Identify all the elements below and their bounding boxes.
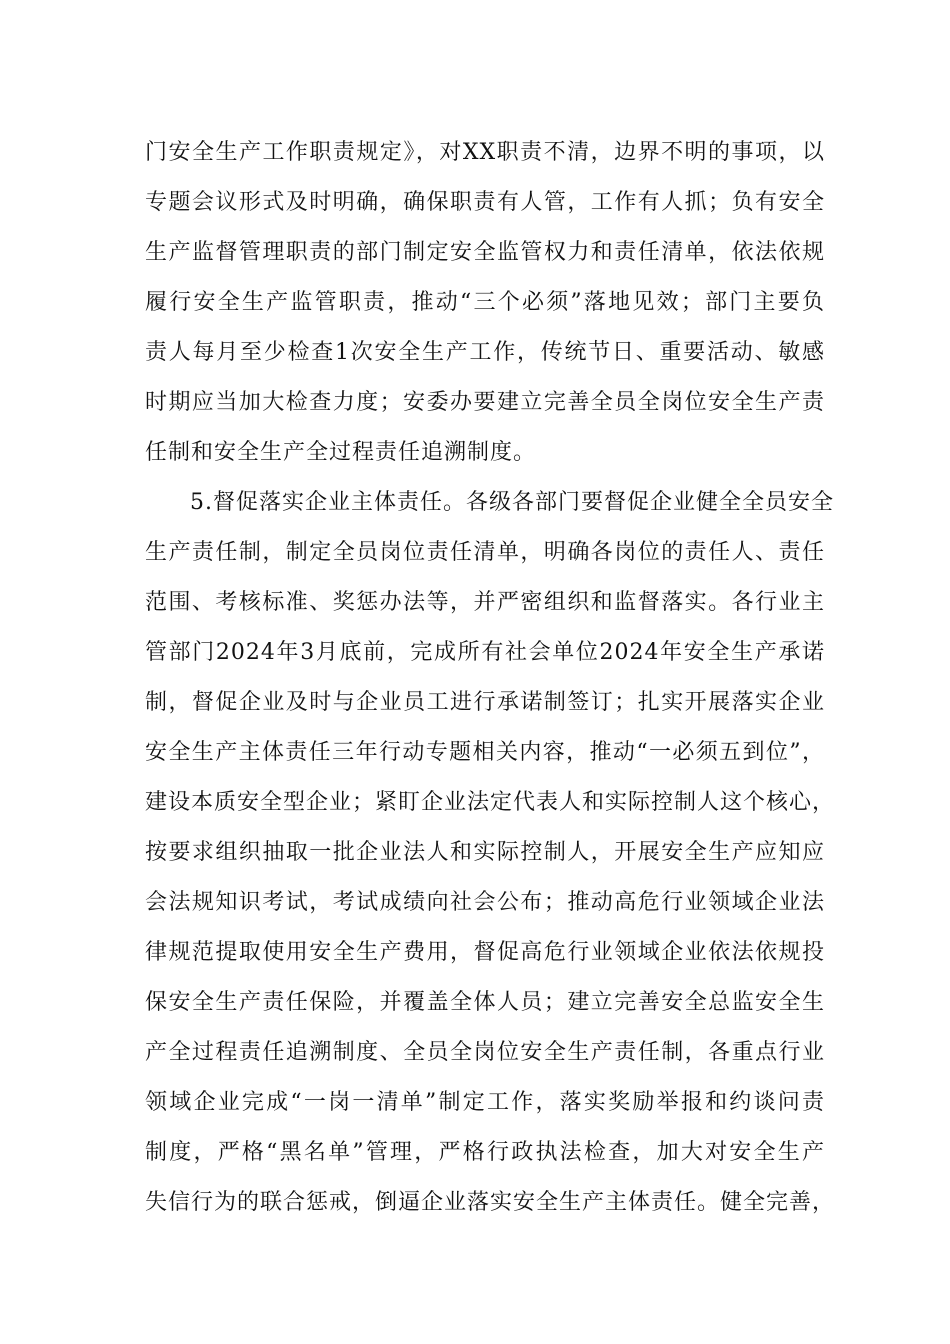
text-line: 生产责任制，制定全员岗位责任清单，明确各岗位的责任人、责任	[145, 540, 825, 565]
text-line: 范围、考核标准、奖惩办法等，并严密组织和监督落实。各行业主	[145, 590, 825, 615]
text-line: 专题会议形式及时明确，确保职责有人管，工作有人抓；负有安全	[145, 190, 825, 215]
text-line: 产全过程责任追溯制度、全员全岗位安全生产责任制，各重点行业	[145, 1040, 825, 1065]
text-line: 生产监督管理职责的部门制定安全监管权力和责任清单，依法依规	[145, 240, 825, 265]
text-line: 按要求组织抽取一批企业法人和实际控制人，开展安全生产应知应	[145, 840, 825, 865]
text-line: 建设本质安全型企业；紧盯企业法定代表人和实际控制人这个核心，	[145, 790, 836, 815]
text-line: 责人每月至少检查1次安全生产工作，传统节日、重要活动、敏感	[145, 340, 825, 365]
text-line: 领域企业完成“一岗一清单”制定工作，落实奖励举报和约谈问责	[145, 1090, 825, 1115]
text-line: 管部门2024年3月底前，完成所有社会单位2024年安全生产承诺	[145, 640, 825, 665]
text-line: 时期应当加大检查力度；安委办要建立完善全员全岗位安全生产责	[145, 390, 825, 415]
text-line: 律规范提取使用安全生产费用，督促高危行业领域企业依法依规投	[145, 940, 825, 965]
text-line: 制，督促企业及时与企业员工进行承诺制签订；扎实开展落实企业	[145, 690, 825, 715]
text-line: 失信行为的联合惩戒，倒逼企业落实安全生产主体责任。健全完善，	[145, 1190, 836, 1215]
text-line: 会法规知识考试，考试成绩向社会公布；推动高危行业领域企业法	[145, 890, 825, 915]
text-line: 门安全生产工作职责规定》，对XX职责不清，边界不明的事项，以	[145, 140, 825, 165]
text-line: 任制和安全生产全过程责任追溯制度。	[145, 440, 537, 465]
paragraph-heading-line: 5.督促落实企业主体责任。各级各部门要督促企业健全全员安全	[190, 490, 834, 515]
text-line: 履行安全生产监管职责，推动“三个必须”落地见效；部门主要负	[145, 290, 825, 315]
text-line: 制度，严格“黑名单”管理，严格行政执法检查，加大对安全生产	[145, 1140, 825, 1165]
text-line: 保安全生产责任保险，并覆盖全体人员；建立完善安全总监安全生	[145, 990, 825, 1015]
text-line: 安全生产主体责任三年行动专题相关内容，推动“一必须五到位”，	[145, 740, 825, 765]
